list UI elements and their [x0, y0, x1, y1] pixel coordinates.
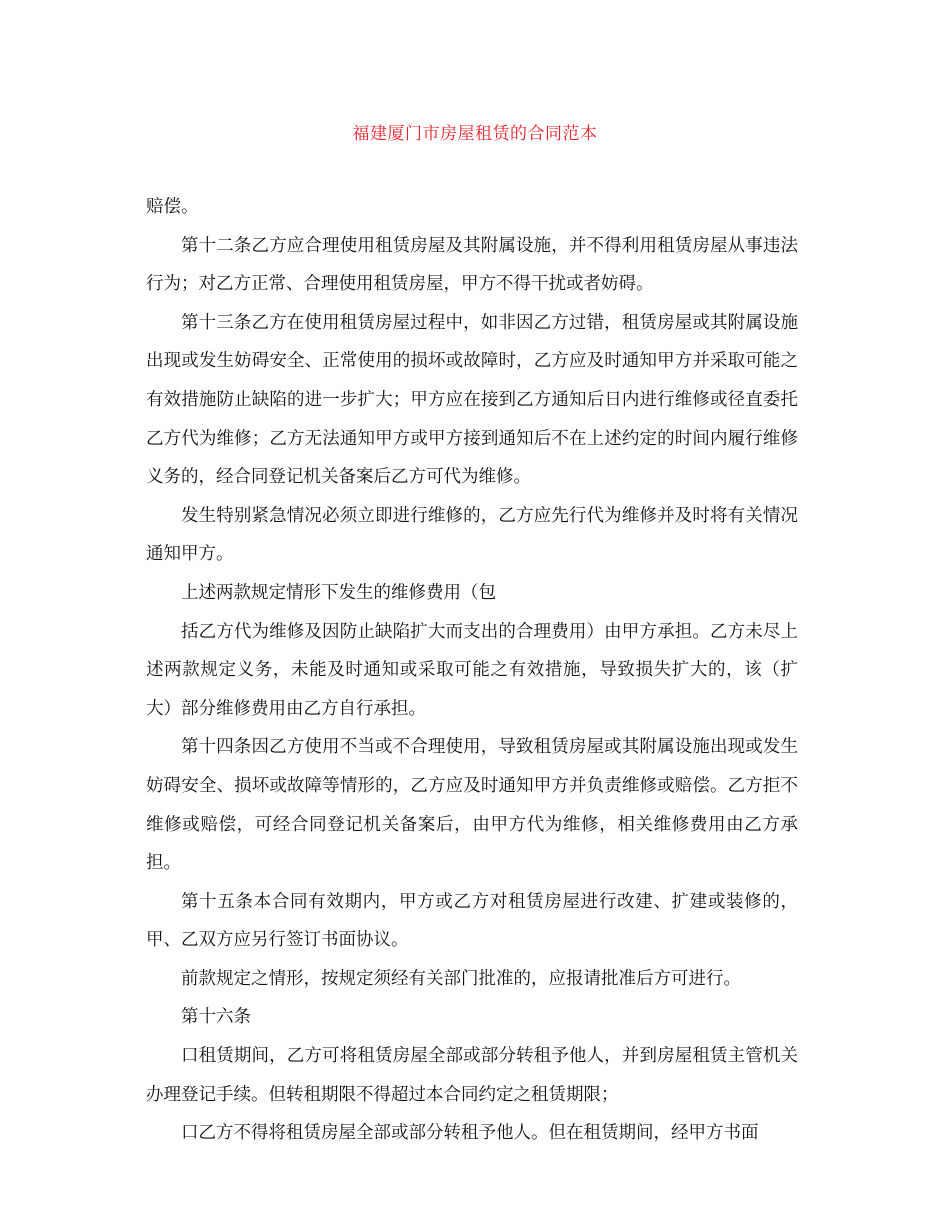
document-body	[146, 188, 798, 1153]
body-paragraph: 第十二条乙方应合理使用租赁房屋及其附属设施，并不得利用租赁房屋从事违法行为；对乙方正常、合理使用租赁房屋，甲方不得干扰或者妨碍。	[146, 235, 798, 295]
document-title: 福建厦门市房屋租赁的合同范本	[352, 124, 598, 144]
body-paragraph: 口乙方不得将租赁房屋全部或部分转租予他人。但在租赁期间，经甲方书面	[181, 1123, 759, 1144]
body-paragraph: 口租赁期间，乙方可将租赁房屋全部或部分转租予他人，并到房屋租赁主管机关办理登记手续。但转租期限不得超过本合同约定之租赁期限；	[146, 1046, 798, 1105]
body-paragraph: 第十六条	[181, 1007, 251, 1028]
body-paragraph: 括乙方代为维修及因防止缺陷扩大而支出的合理费用）由甲方承担。乙方未尽上述两款规定义务，未能及时通知或采取可能之有效措施，导致损失扩大的，该（扩大）部分维修费用由乙方自行承担。	[146, 621, 798, 719]
body-paragraph: 第十五条本合同有效期内，甲方或乙方对租赁房屋进行改建、扩建或装修的，甲、乙双方应另行签订书面协议。	[146, 891, 798, 951]
body-paragraph: 上述两款规定情形下发生的维修费用（包	[181, 582, 496, 603]
body-paragraph: 第十四条因乙方使用不当或不合理使用，导致租赁房屋或其附属设施出现或发生妨碍安全、损坏或故障等情形的，乙方应及时通知甲方并负责维修或赔偿。乙方拒不维修或赔偿，可经合同登记机关备案后，由甲方代为维修，相关维修费用由乙方承担。	[146, 737, 798, 874]
body-paragraph: 赔偿。	[146, 197, 199, 217]
body-paragraph: 发生特别紧急情况必须立即进行维修的，乙方应先行代为维修并及时将有关情况通知甲方。	[146, 505, 798, 565]
body-paragraph: 前款规定之情形，按规定须经有关部门批准的，应报请批准后方可进行。	[181, 968, 741, 989]
body-paragraph: 第十三条乙方在使用租赁房屋过程中，如非因乙方过错，租赁房屋或其附属设施出现或发生妨碍安全、正常使用的损坏或故障时，乙方应及时通知甲方并采取可能之有效措施防止缺陷的进一步扩大；甲方应在接到乙方通知后日内进行维修或径直委托乙方代为维修；乙方无法通知甲方或甲方接到通知后不在上述约定的时间内履行维修义务的，经合同登记机关备案后乙方可代为维修。	[146, 312, 798, 488]
